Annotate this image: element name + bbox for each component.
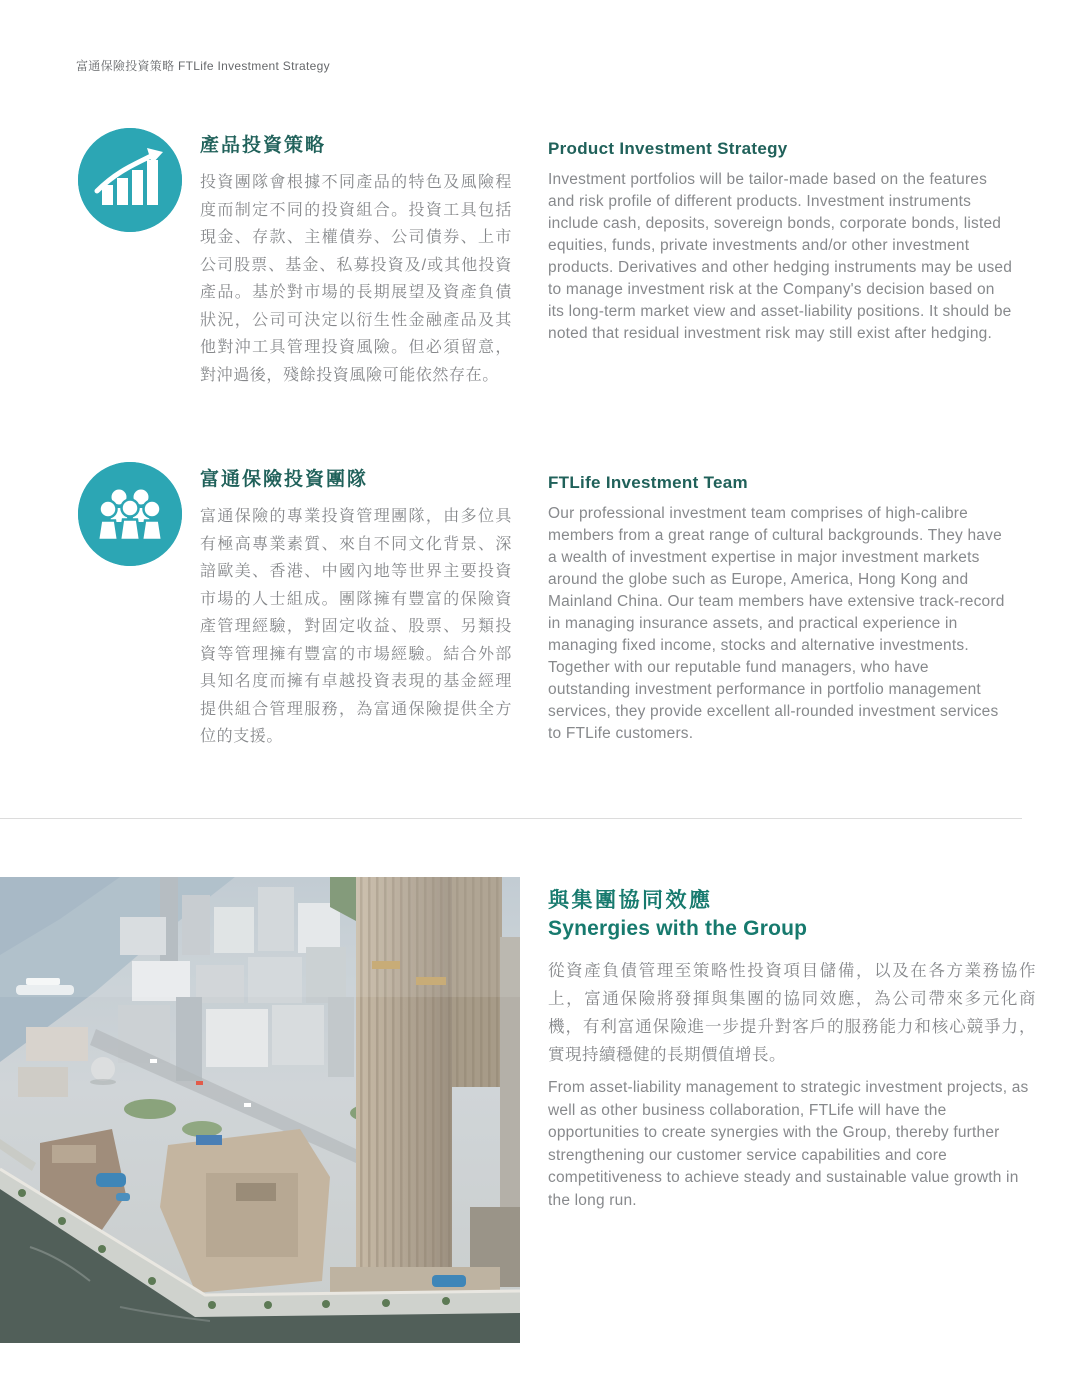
synergy-body-zh: 從資產負債管理至策略性投資項目儲備，以及在各方業務協作上，富通保險將發揮與集團的協同效應，為公司帶來多元化商機，有利富通保險進一步提升對客戶的服務能力和核心競爭力，實現持續穩健的長期價值增長。 xyxy=(548,962,1036,1064)
team-people-icon xyxy=(78,462,182,566)
synergy-title-zh: 與集團協同效應 xyxy=(548,889,713,912)
chart-growth-icon-svg xyxy=(78,128,182,232)
section-team-zh-title: 富通保險投資團隊 xyxy=(200,469,369,490)
section-team-zh-body: 富通保險的專業投資管理團隊，由多位具有極高專業素質、來自不同文化背景、深諳歐美、香港、中國內地等世界主要投資市場的人士組成。團隊擁有豐富的保險資產管理經驗，對固定收益、股票、另類投資等管理擁有豐富的市場經驗。結合外部具知名度而擁有卓越投資表現的基金經理提供組合管理服務，為富通保險提供全方位的支援。 xyxy=(200,508,512,745)
section-product-zh-body: 投資團隊會根據不同產品的特色及風險程度而制定不同的投資組合。投資工具包括現金、存款、主權債券、公司債券、上市公司股票、基金、私募投資及/或其他投資產品。基於對市場的長期展望及資產負債狀況，公司可決定以衍生性金融產品及其他對沖工具管理投資風險。但必須留意，對沖過後，殘餘投資風險可能依然存在。 xyxy=(200,174,512,384)
section-synergy xyxy=(548,884,1036,1212)
section-product-zh-title: 產品投資策略 xyxy=(200,135,327,156)
section-product-zh xyxy=(200,130,512,389)
section-product-en-title: Product Investment Strategy xyxy=(548,139,788,158)
chart-growth-icon xyxy=(78,128,182,232)
section-team-en xyxy=(548,473,1014,745)
city-aerial-photo-svg xyxy=(0,877,520,1343)
city-aerial-photo xyxy=(0,877,520,1343)
section-team-zh xyxy=(200,464,512,751)
synergy-title-en: Synergies with the Group xyxy=(548,917,808,940)
team-people-icon-svg xyxy=(78,462,182,566)
section-product-en-body: Investment portfolios will be tailor-made based on the features and risk profile of different products. Investment instruments include cash, deposits, sovereign bonds, corporate bonds, listed equities, funds, private investments and/or other investment products. Derivatives and other hedging instruments may be used to manage investment risk at the Company's decision based on its long-term market view and asset-liability positions. It should be noted that residual investment risk may still exist after hedging. xyxy=(548,171,1013,342)
synergy-body-en: From asset-liability management to strategic investment projects, as well as other business collaboration, FTLife will have the opportunities to create synergies with the Group, thereby further strengthening our customer service capabilities and core competitiveness to achieve steady and sustainable value growth in the long run. xyxy=(548,1079,1029,1209)
section-divider xyxy=(0,818,1022,819)
section-product-en xyxy=(548,139,1014,345)
section-team-en-body: Our professional investment team comprises of high-calibre members from a great range of cultural backgrounds. They have a wealth of investment expertise in major investment markets around the globe such as Europe, America, Hong Kong and Mainland China. Our team members have extensive track-record in managing insurance assets, and practical experience in managing fixed income, stocks and alternative investments. Together with our reputable fund managers, who have outstanding investment performance in portfolio management services, they provide excellent all-rounded investment services to FTLife customers. xyxy=(548,505,1005,742)
document-header: 富通保險投資策略 FTLife Investment Strategy xyxy=(76,59,330,73)
section-team-en-title: FTLife Investment Team xyxy=(548,473,748,492)
